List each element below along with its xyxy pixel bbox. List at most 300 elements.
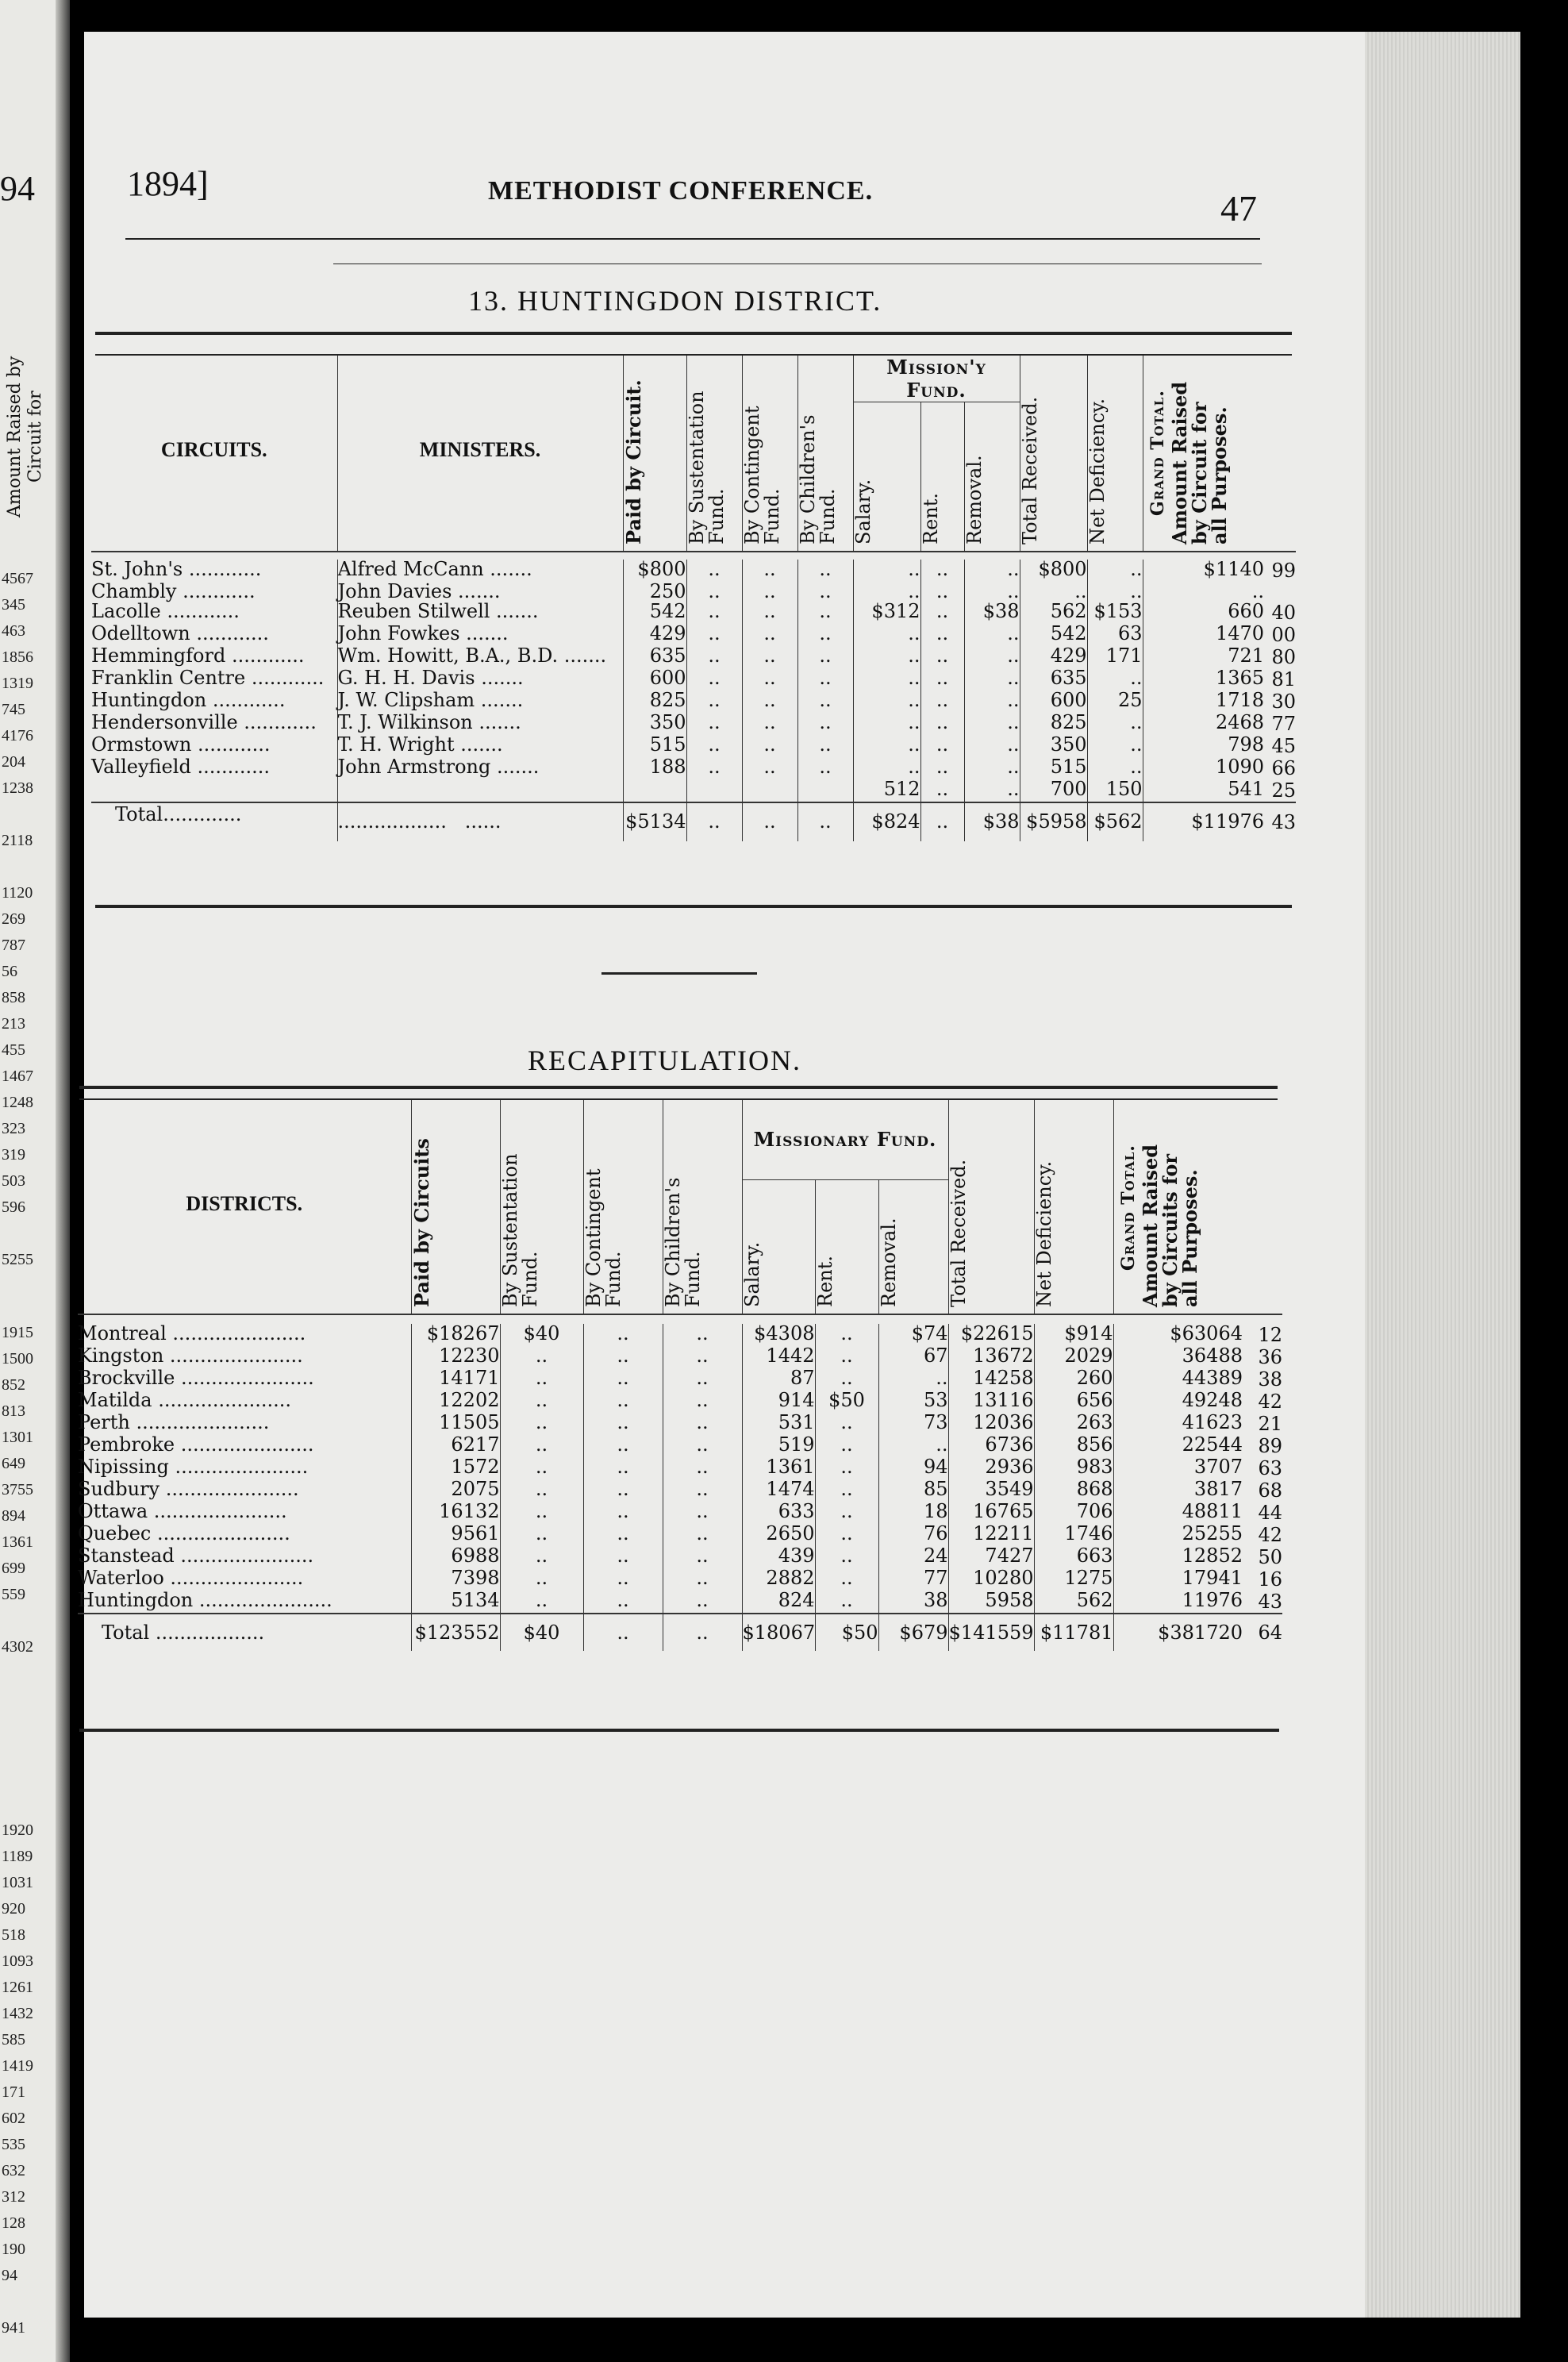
recap-cell-paid: 12202 bbox=[411, 1391, 500, 1413]
cell-grand: .. bbox=[1143, 582, 1264, 602]
cell-paid: 188 bbox=[623, 757, 686, 779]
left-page-number-fragment: 3755 bbox=[2, 1481, 33, 1498]
cell-removal: $38 bbox=[964, 602, 1020, 624]
recap-cell-cents: 44 bbox=[1258, 1502, 1282, 1524]
circuit-cell: Ormstown ............ bbox=[91, 733, 271, 756]
recap-cell-rent: .. bbox=[815, 1413, 878, 1435]
recap-cell-sust: .. bbox=[500, 1368, 583, 1391]
recap-cell-removal: 73 bbox=[878, 1413, 948, 1435]
recap-bottom-rule bbox=[79, 1729, 1279, 1732]
recap-cell-cont: .. bbox=[583, 1524, 663, 1546]
recap-cell-sust: .. bbox=[500, 1457, 583, 1479]
cell-salary: .. bbox=[853, 757, 920, 779]
cell-grand: $1140 bbox=[1143, 560, 1264, 582]
circuit-cell: Lacolle ............ bbox=[91, 599, 240, 622]
recap-cell-cents: 38 bbox=[1258, 1368, 1282, 1391]
circuit-cell: Huntingdon ............ bbox=[91, 688, 286, 711]
district-cell: Montreal ...................... bbox=[78, 1322, 306, 1344]
left-page-number-fragment: 1120 bbox=[2, 884, 33, 902]
cell-salary: .. bbox=[853, 735, 920, 757]
recap-cell-cont: .. bbox=[583, 1346, 663, 1368]
recap-total-row: Total .................. $123552 $40 .. .. $18067 $50 $679 $141559 $11781 $381720 64 bbox=[78, 1614, 1282, 1651]
cell-paid: 515 bbox=[623, 735, 686, 757]
cell-grand: 1470 bbox=[1143, 624, 1264, 646]
cell-rent: .. bbox=[920, 757, 964, 779]
circuit-row bbox=[91, 582, 1296, 602]
col-paid-by-circuits: Paid by Circuits bbox=[409, 1138, 433, 1307]
recap-cell-cents: 36 bbox=[1258, 1346, 1282, 1368]
cell-net: .. bbox=[1087, 668, 1143, 691]
col-paid-by-circuit: Paid by Circuit. bbox=[621, 379, 645, 544]
cell-grand: 1718 bbox=[1143, 691, 1264, 713]
cell-removal: .. bbox=[964, 668, 1020, 691]
recap-total-sust: $40 bbox=[500, 1614, 583, 1651]
recap-cell-rent: .. bbox=[815, 1568, 878, 1591]
left-page-number-fragment: 1467 bbox=[2, 1068, 33, 1085]
circuit-row bbox=[91, 560, 1296, 582]
recap-cell-cont: .. bbox=[583, 1591, 663, 1614]
col-net-deficiency: Net Deficiency. bbox=[1086, 398, 1109, 544]
recap-cell-salary: 1361 bbox=[742, 1457, 815, 1479]
recap-cell-child: .. bbox=[663, 1479, 742, 1502]
recap-cell-child: .. bbox=[663, 1502, 742, 1524]
recap-cell-sust: $40 bbox=[500, 1324, 583, 1346]
cell-grand: 1090 bbox=[1143, 757, 1264, 779]
district-row bbox=[78, 1391, 1282, 1413]
district-row bbox=[78, 1346, 1282, 1368]
left-page-number-fragment: 4176 bbox=[2, 727, 33, 744]
recap-cell-salary: 519 bbox=[742, 1435, 815, 1457]
cell-grand: 2468 bbox=[1143, 713, 1264, 735]
district-row bbox=[78, 1524, 1282, 1546]
cell-net: 63 bbox=[1087, 624, 1143, 646]
left-page-number-fragment: 1238 bbox=[2, 779, 33, 797]
cell-cents: 25 bbox=[1271, 779, 1297, 802]
cell-child bbox=[797, 779, 853, 802]
district-title: 13. HUNTINGDON DISTRICT. bbox=[468, 285, 882, 317]
circuit-cell bbox=[91, 779, 337, 802]
circuit-row bbox=[91, 713, 1296, 735]
recap-cell-sust: .. bbox=[500, 1591, 583, 1614]
district-row bbox=[78, 1479, 1282, 1502]
recap-cell-paid: 6217 bbox=[411, 1435, 500, 1457]
col-recap-sustentation: By Sustentation Fund. bbox=[498, 1153, 541, 1307]
circuit-name: Odelltown bbox=[91, 621, 190, 644]
col-recap-contingent: By Contingent Fund. bbox=[582, 1168, 625, 1307]
circuit-cell: Odelltown ............ bbox=[91, 621, 269, 644]
left-page-number-fragment: 190 bbox=[2, 2241, 25, 2258]
left-page-number-fragment: 1319 bbox=[2, 675, 33, 692]
recap-cell-grand: 44389 bbox=[1113, 1368, 1243, 1391]
cell-cont: .. bbox=[742, 560, 797, 582]
recap-cell-net: 663 bbox=[1034, 1546, 1113, 1568]
recap-cell-sust: .. bbox=[500, 1413, 583, 1435]
recap-cell-paid: 14171 bbox=[411, 1368, 500, 1391]
recap-cell-total: 13116 bbox=[948, 1391, 1034, 1413]
circuit-name: Chambly bbox=[91, 579, 177, 602]
recap-cell-total: 5958 bbox=[948, 1591, 1034, 1614]
col-recap-grand-total: Grand Total. bbox=[1117, 1144, 1139, 1271]
total-salary: $824 bbox=[853, 802, 920, 841]
cell-cont: .. bbox=[742, 602, 797, 624]
minister-cell: T. J. Wilkinson ....... bbox=[337, 713, 623, 735]
left-page-number-fragment: 213 bbox=[2, 1015, 25, 1033]
circuit-cell: St. John's ............ bbox=[91, 557, 262, 580]
district-name: Nipissing bbox=[78, 1456, 169, 1478]
recap-cell-rent: .. bbox=[815, 1435, 878, 1457]
cell-cont: .. bbox=[742, 713, 797, 735]
recap-cell-rent: $50 bbox=[815, 1391, 878, 1413]
recap-cell-grand: 12852 bbox=[1113, 1546, 1243, 1568]
recap-cell-total: 14258 bbox=[948, 1368, 1034, 1391]
district-name: Stanstead bbox=[78, 1545, 175, 1567]
recap-cell-cont: .. bbox=[583, 1457, 663, 1479]
recap-cell-total: 12211 bbox=[948, 1524, 1034, 1546]
district-name: Quebec bbox=[78, 1522, 152, 1545]
cell-total: 429 bbox=[1020, 646, 1087, 668]
recap-cell-grand: $63064 bbox=[1113, 1324, 1243, 1346]
recap-total-paid: $123552 bbox=[411, 1614, 500, 1651]
cell-total: .. bbox=[1020, 582, 1087, 602]
district-cell: Brockville ...................... bbox=[78, 1367, 314, 1389]
col-grand-total-sub: Amount Raised by Circuit for all Purposes. bbox=[1167, 381, 1231, 544]
total-received: $5958 bbox=[1020, 802, 1087, 841]
cell-child: .. bbox=[797, 560, 853, 582]
left-page-number-fragment: 602 bbox=[2, 2110, 25, 2127]
cell-rent: .. bbox=[920, 691, 964, 713]
cell-paid: 429 bbox=[623, 624, 686, 646]
recap-total-received: $141559 bbox=[948, 1614, 1034, 1651]
recap-cell-net: 868 bbox=[1034, 1479, 1113, 1502]
cell-child: .. bbox=[797, 757, 853, 779]
cell-paid: 350 bbox=[623, 713, 686, 735]
cell-cents: 99 bbox=[1271, 559, 1297, 582]
page-number: 47 bbox=[1220, 188, 1257, 229]
left-page-number-fragment: 94 bbox=[2, 2267, 17, 2284]
recap-cell-net: 856 bbox=[1034, 1435, 1113, 1457]
district-cell: Pembroke ...................... bbox=[78, 1433, 314, 1456]
recap-cell-grand: 49248 bbox=[1113, 1391, 1243, 1413]
left-page-number-fragment: 1500 bbox=[2, 1350, 33, 1368]
circuit-name: St. John's bbox=[91, 557, 183, 580]
cell-salary: .. bbox=[853, 668, 920, 691]
cell-grand: 660 bbox=[1143, 602, 1264, 624]
recap-cell-removal: 24 bbox=[878, 1546, 948, 1568]
col-recap-rent: Rent. bbox=[813, 1255, 836, 1307]
recap-cell-rent: .. bbox=[815, 1368, 878, 1391]
recap-cell-child: .. bbox=[663, 1346, 742, 1368]
recap-cell-removal: .. bbox=[878, 1368, 948, 1391]
recap-cell-grand: 3817 bbox=[1113, 1479, 1243, 1502]
left-page-number-fragment: 585 bbox=[2, 2031, 25, 2048]
recap-cell-child: .. bbox=[663, 1524, 742, 1546]
recap-total-net: $11781 bbox=[1034, 1614, 1113, 1651]
recap-cell-total: 2936 bbox=[948, 1457, 1034, 1479]
recap-title: RECAPITULATION. bbox=[528, 1044, 801, 1076]
left-page-number: 94 bbox=[0, 169, 35, 208]
left-page-number-fragment: 455 bbox=[2, 1041, 25, 1059]
left-page-number-fragment: 323 bbox=[2, 1120, 25, 1137]
district-row bbox=[78, 1546, 1282, 1568]
minister-cell: John Davies ....... bbox=[337, 582, 623, 602]
recap-cell-cents: 42 bbox=[1258, 1391, 1282, 1413]
cell-removal: .. bbox=[964, 779, 1020, 802]
section-separator bbox=[601, 972, 757, 975]
recap-cell-child: .. bbox=[663, 1324, 742, 1346]
recap-cell-grand: 11976 bbox=[1113, 1591, 1243, 1614]
cell-total: 515 bbox=[1020, 757, 1087, 779]
cell-net: $153 bbox=[1087, 602, 1143, 624]
recap-cell-net: 706 bbox=[1034, 1502, 1113, 1524]
cell-paid: 250 bbox=[623, 582, 686, 602]
cell-salary: .. bbox=[853, 691, 920, 713]
district-row bbox=[78, 1502, 1282, 1524]
cell-salary: .. bbox=[853, 560, 920, 582]
left-page-number-fragment: 269 bbox=[2, 910, 25, 928]
left-page-number-fragment: 345 bbox=[2, 596, 25, 614]
left-page-number-fragment: 518 bbox=[2, 1926, 25, 1944]
col-ministers: MINISTERS. bbox=[337, 356, 623, 552]
recap-cell-net: 2029 bbox=[1034, 1346, 1113, 1368]
cell-removal: .. bbox=[964, 735, 1020, 757]
left-page-number-fragment: 1920 bbox=[2, 1822, 33, 1839]
recap-cell-cents: 12 bbox=[1258, 1324, 1282, 1346]
cell-cents: 40 bbox=[1271, 601, 1297, 624]
recap-cell-removal: $74 bbox=[878, 1324, 948, 1346]
cell-sust bbox=[686, 779, 742, 802]
minister-name: John Armstrong bbox=[337, 755, 491, 778]
left-page-number-fragment: 1261 bbox=[2, 1979, 33, 1996]
recap-cell-rent: .. bbox=[815, 1346, 878, 1368]
circuit-name: Franklin Centre bbox=[91, 666, 246, 689]
recap-cell-net: 983 bbox=[1034, 1457, 1113, 1479]
district-table-top-rule bbox=[95, 332, 1292, 335]
cell-cont: .. bbox=[742, 646, 797, 668]
minister-cell: Reuben Stilwell ....... bbox=[337, 602, 623, 624]
cell-rent: .. bbox=[920, 582, 964, 602]
cell-grand: 1365 bbox=[1143, 668, 1264, 691]
recap-cell-total: 6736 bbox=[948, 1435, 1034, 1457]
minister-cell bbox=[337, 779, 623, 802]
recap-cell-sust: .. bbox=[500, 1479, 583, 1502]
recap-total-grand: $381720 bbox=[1113, 1614, 1243, 1651]
recap-cell-cents: 89 bbox=[1258, 1435, 1282, 1457]
left-page-number-fragment: 852 bbox=[2, 1376, 25, 1394]
recap-cell-removal: 76 bbox=[878, 1524, 948, 1546]
recap-cell-grand: 25255 bbox=[1113, 1524, 1243, 1546]
recap-cell-removal: .. bbox=[878, 1435, 948, 1457]
total-removal: $38 bbox=[964, 802, 1020, 841]
cell-cents bbox=[1264, 582, 1296, 602]
total-grand: $11976 bbox=[1143, 802, 1264, 841]
recap-cell-net: $914 bbox=[1034, 1324, 1113, 1346]
circuit-cell: Hendersonville ............ bbox=[91, 710, 317, 733]
cell-total: 542 bbox=[1020, 624, 1087, 646]
left-page-number-fragment: 312 bbox=[2, 2188, 25, 2206]
recap-cell-child: .. bbox=[663, 1591, 742, 1614]
recap-cell-total: 7427 bbox=[948, 1546, 1034, 1568]
minister-name: Alfred McCann bbox=[337, 557, 484, 580]
cell-removal: .. bbox=[964, 691, 1020, 713]
recap-cell-sust: .. bbox=[500, 1435, 583, 1457]
cell-total: 562 bbox=[1020, 602, 1087, 624]
recap-cell-salary: 914 bbox=[742, 1391, 815, 1413]
circuit-cell: Valleyfield ............ bbox=[91, 755, 270, 778]
cell-cont: .. bbox=[742, 691, 797, 713]
left-page-number-fragment: 319 bbox=[2, 1146, 25, 1164]
cell-rent: .. bbox=[920, 602, 964, 624]
recap-cell-sust: .. bbox=[500, 1568, 583, 1591]
recap-cell-rent: .. bbox=[815, 1502, 878, 1524]
total-child: .. bbox=[797, 802, 853, 841]
left-page-number-fragment: 699 bbox=[2, 1560, 25, 1577]
district-name: Sudbury bbox=[78, 1478, 160, 1500]
recap-cell-rent: .. bbox=[815, 1546, 878, 1568]
recap-cell-paid: 1572 bbox=[411, 1457, 500, 1479]
recap-cell-cont: .. bbox=[583, 1368, 663, 1391]
recap-cell-total: 13672 bbox=[948, 1346, 1034, 1368]
recap-cell-net: 260 bbox=[1034, 1368, 1113, 1391]
district-name: Brockville bbox=[78, 1367, 175, 1389]
cell-net: 25 bbox=[1087, 691, 1143, 713]
recap-cell-salary: 2650 bbox=[742, 1524, 815, 1546]
recap-cell-cents: 21 bbox=[1258, 1413, 1282, 1435]
recap-cell-salary: 824 bbox=[742, 1591, 815, 1614]
cell-rent: .. bbox=[920, 560, 964, 582]
col-contingent: By Contingent Fund. bbox=[740, 405, 783, 544]
cell-sust: .. bbox=[686, 560, 742, 582]
cell-child: .. bbox=[797, 646, 853, 668]
cell-sust: .. bbox=[686, 757, 742, 779]
cell-child: .. bbox=[797, 713, 853, 735]
circuit-row bbox=[91, 779, 1296, 802]
cell-total: 635 bbox=[1020, 668, 1087, 691]
cell-net: .. bbox=[1087, 582, 1143, 602]
recap-cell-salary: 531 bbox=[742, 1413, 815, 1435]
district-cell: Quebec ...................... bbox=[78, 1522, 290, 1545]
cell-child: .. bbox=[797, 735, 853, 757]
left-page-number-fragment: 4567 bbox=[2, 570, 33, 587]
cell-rent: .. bbox=[920, 735, 964, 757]
minister-cell: J. W. Clipsham ....... bbox=[337, 691, 623, 713]
cell-total: 700 bbox=[1020, 779, 1087, 802]
recap-cell-removal: 77 bbox=[878, 1568, 948, 1591]
district-name: Matilda bbox=[78, 1389, 152, 1411]
district-row bbox=[78, 1413, 1282, 1435]
circuit-name: Huntingdon bbox=[91, 688, 207, 711]
recap-cell-total: 12036 bbox=[948, 1413, 1034, 1435]
district-name: Ottawa bbox=[78, 1500, 148, 1522]
recap-cell-cents: 42 bbox=[1258, 1524, 1282, 1546]
circuit-row bbox=[91, 646, 1296, 668]
recap-cell-cont: .. bbox=[583, 1391, 663, 1413]
recap-cell-child: .. bbox=[663, 1568, 742, 1591]
left-page-number-fragment: 813 bbox=[2, 1402, 25, 1420]
recap-cell-sust: .. bbox=[500, 1546, 583, 1568]
circuit-row bbox=[91, 602, 1296, 624]
cell-sust: .. bbox=[686, 691, 742, 713]
recap-cell-grand: 48811 bbox=[1113, 1502, 1243, 1524]
minister-cell: John Fowkes ....... bbox=[337, 624, 623, 646]
cell-child: .. bbox=[797, 602, 853, 624]
recap-cell-salary: 1474 bbox=[742, 1479, 815, 1502]
cell-net: 150 bbox=[1087, 779, 1143, 802]
recap-cell-cont: .. bbox=[583, 1546, 663, 1568]
district-name: Pembroke bbox=[78, 1433, 175, 1456]
minister-cell: T. H. Wright ....... bbox=[337, 735, 623, 757]
running-year: 1894] bbox=[127, 164, 209, 203]
cell-sust: .. bbox=[686, 646, 742, 668]
recap-cell-rent: .. bbox=[815, 1524, 878, 1546]
col-recap-salary: Salary. bbox=[740, 1241, 763, 1307]
district-cell: Perth ...................... bbox=[78, 1411, 270, 1433]
left-page-number-fragment: 171 bbox=[2, 2083, 25, 2101]
cell-salary: .. bbox=[853, 646, 920, 668]
recap-cell-cents: 63 bbox=[1258, 1457, 1282, 1479]
recap-cell-child: .. bbox=[663, 1368, 742, 1391]
left-page-number-fragment: 745 bbox=[2, 701, 25, 718]
col-recap-total-received: Total Received. bbox=[947, 1159, 970, 1307]
recap-cell-removal: 18 bbox=[878, 1502, 948, 1524]
left-page-number-fragment: 1361 bbox=[2, 1533, 33, 1551]
cell-paid: 542 bbox=[623, 602, 686, 624]
minister-name: Reuben Stilwell bbox=[337, 599, 490, 622]
recap-cell-total: 3549 bbox=[948, 1479, 1034, 1502]
cell-cont bbox=[742, 779, 797, 802]
recap-cell-cents: 68 bbox=[1258, 1479, 1282, 1502]
minister-name: John Fowkes bbox=[337, 621, 460, 644]
cell-net: 171 bbox=[1087, 646, 1143, 668]
recap-cell-removal: 38 bbox=[878, 1591, 948, 1614]
district-name: Kingston bbox=[78, 1344, 164, 1367]
circuit-row bbox=[91, 668, 1296, 691]
district-name: Huntingdon bbox=[78, 1589, 194, 1611]
recap-cell-removal: 67 bbox=[878, 1346, 948, 1368]
minister-cell: G. H. H. Davis ....... bbox=[337, 668, 623, 691]
left-page-number-fragment: 1419 bbox=[2, 2057, 33, 2075]
circuit-name: Hemmingford bbox=[91, 644, 226, 667]
col-grand-total: Grand Total. bbox=[1147, 390, 1168, 516]
recap-cell-cents: 50 bbox=[1258, 1546, 1282, 1568]
col-salary: Salary. bbox=[851, 479, 874, 544]
recap-cell-total: 10280 bbox=[948, 1568, 1034, 1591]
recap-cell-grand: 36488 bbox=[1113, 1346, 1243, 1368]
recap-cell-cont: .. bbox=[583, 1413, 663, 1435]
recap-cell-sust: .. bbox=[500, 1524, 583, 1546]
cell-removal: .. bbox=[964, 646, 1020, 668]
left-page-number-fragment: 649 bbox=[2, 1455, 25, 1472]
circuit-name: Hendersonville bbox=[91, 710, 238, 733]
cell-total: 350 bbox=[1020, 735, 1087, 757]
recap-cell-cont: .. bbox=[583, 1568, 663, 1591]
minister-name: J. W. Clipsham bbox=[337, 688, 475, 711]
cell-paid: 600 bbox=[623, 668, 686, 691]
recap-cell-net: 562 bbox=[1034, 1591, 1113, 1614]
left-page-number-fragment: 1093 bbox=[2, 1952, 33, 1970]
district-name: Montreal bbox=[78, 1322, 167, 1344]
recap-total-rent: $50 bbox=[815, 1614, 878, 1651]
cell-rent: .. bbox=[920, 624, 964, 646]
left-page-number-fragment: 1432 bbox=[2, 2005, 33, 2022]
circuit-row bbox=[91, 691, 1296, 713]
circuit-row bbox=[91, 757, 1296, 779]
left-page-number-fragment: 535 bbox=[2, 2136, 25, 2153]
cell-rent: .. bbox=[920, 668, 964, 691]
col-circuits: CIRCUITS. bbox=[160, 437, 267, 461]
left-page-number-fragment: 2118 bbox=[2, 832, 33, 849]
cell-salary: $312 bbox=[853, 602, 920, 624]
col-districts: DISTRICTS. bbox=[186, 1191, 303, 1215]
